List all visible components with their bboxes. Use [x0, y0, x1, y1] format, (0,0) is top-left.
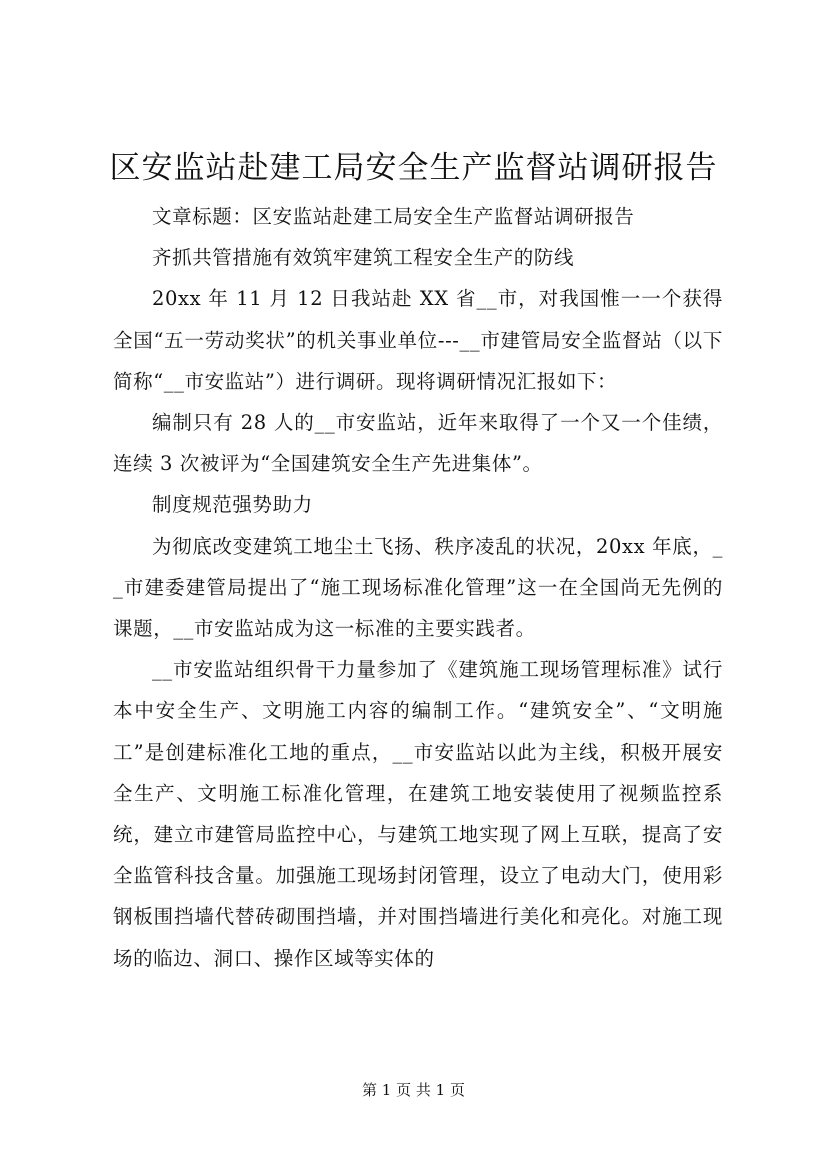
paragraph-implementation: __市安监站组织骨干力量参加了《建筑施工现场管理标准》试行本中安全生产、文明施工内容的编制工作。“建筑安全”、“文明施工”是创建标准化工地的重点，__市安监站以此为主线，积极开展安全生产、文明施工标准化管理，在建筑工地安装使用了视频监控系统，建立市建管局监控中心，与建筑工地实现了网上互联，提高了安全监管科技含量。加强施工现场封闭管理，设立了电动大门，使用彩钢板围挡墙代替砖砌围挡墙，并对围挡墙进行美化和亮化。对施工现场的临边、洞口、操作区域等实体的 [113, 658, 723, 970]
document-body [113, 196, 723, 979]
paragraph-article-title: 文章标题：区安监站赴建工局安全生产监督站调研报告 [152, 205, 635, 228]
paragraph-achievements: 编制只有 28 人的__市安监站，近年来取得了一个又一个佳绩，连续 3 次被评为“全国建筑安全生产先进集体”。 [113, 411, 723, 476]
document-title: 区安监站赴建工局安全生产监督站调研报告 [109, 150, 718, 186]
section-heading: 制度规范强势助力 [152, 493, 313, 517]
paragraph-subtitle: 齐抓共管措施有效筑牢建筑工程安全生产的防线 [152, 246, 575, 270]
paragraph-intro: 20xx 年 11 月 12 日我站赴 XX 省__市，对我国惟一一个获得全国“五一劳动奖状”的机关事业单位---__市建管局安全监督站（以下简称“__市安监站”）进行调研。现将调研情况汇报如下： [113, 287, 723, 393]
page-footer: 第 1 页 共 1 页 [362, 1081, 465, 1099]
paragraph-standardization: 为彻底改变建筑工地尘土飞扬、秩序凌乱的状况，20xx 年底，__市建委建管局提出了“施工现场标准化管理”这一在全国尚无先例的课题，__市安监站成为这一标准的主要实践者。 [113, 534, 723, 641]
